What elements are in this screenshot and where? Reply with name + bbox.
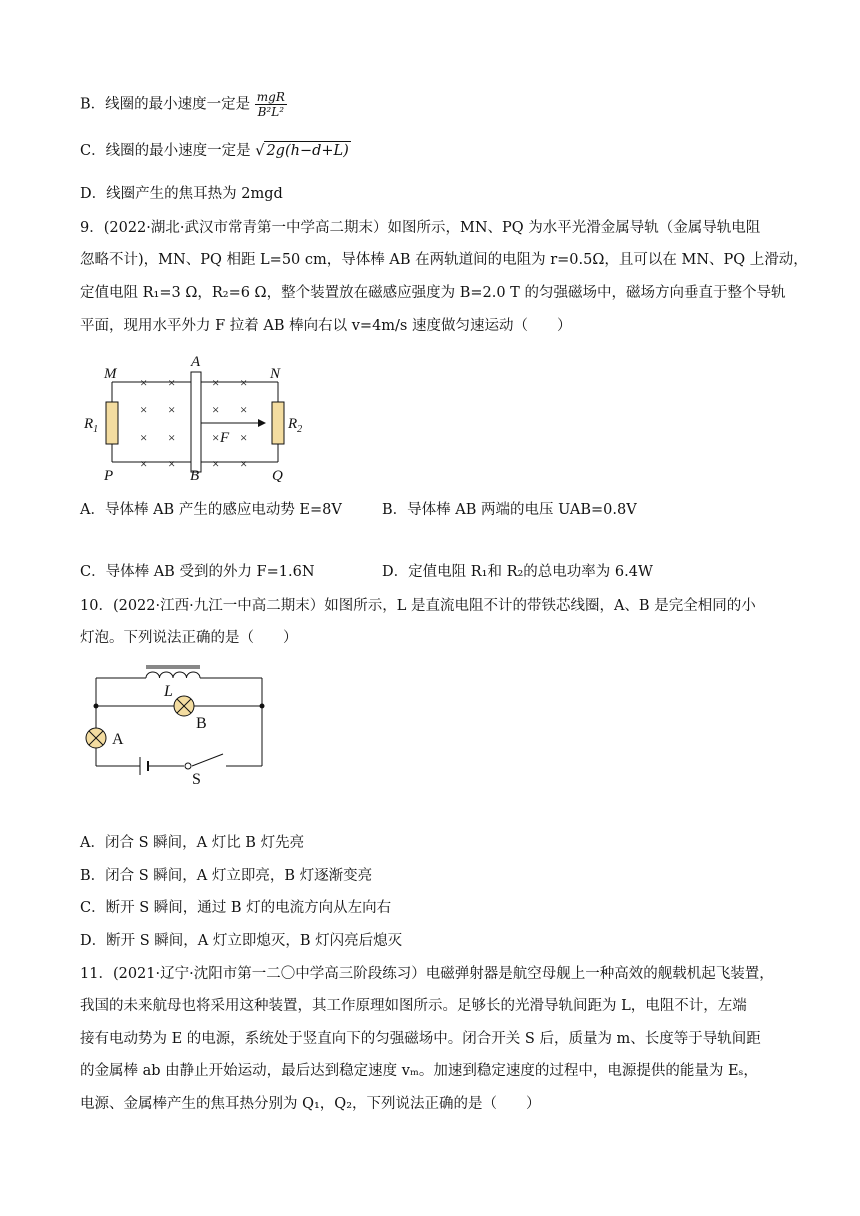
q9-stem-line2: 忽略不计)，MN、PQ 相距 L=50 cm，导体棒 AB 在两轨道间的电阻为 r=0.5Ω，且可以在 MN、PQ 上滑动， (80, 252, 808, 268)
inductor-coil (146, 672, 200, 678)
cross-mark: × (212, 402, 220, 417)
q8-option-c-radicand: 2g(h−d+L) (266, 143, 349, 159)
cross-mark: × (212, 375, 220, 390)
q11-stem-line2: 我国的未来航母也将采用这种装置，其工作原理如图所示。足够长的光滑导轨间距为 L，电阻不计，左端 (80, 998, 747, 1014)
q10-option-a: A．闭合 S 瞬间，A 灯比 B 灯先亮 (80, 835, 305, 851)
q10-option-c: C．断开 S 瞬间，通过 B 灯的电流方向从左向右 (80, 900, 392, 916)
label-r2-subscript: 2 (297, 424, 303, 435)
q11-stem-line5: 电源、金属棒产生的焦耳热分别为 Q₁，Q₂，下列说法正确的是（ ） (80, 1096, 541, 1112)
cross-mark: × (140, 402, 148, 417)
cross-mark: × (140, 375, 148, 390)
label-q: Q (272, 468, 283, 482)
lamp-b (174, 696, 194, 716)
q8-option-c-sqrt: √ 2g(h−d+L) (255, 143, 349, 159)
label-r1 (83, 416, 98, 435)
label-r2-main: R (288, 416, 298, 432)
conductor-rod-ab (191, 372, 201, 472)
q9-option-c: C．导体棒 AB 受到的外力 F=1.6N (80, 564, 315, 580)
q8-option-c (80, 141, 351, 161)
q11-stem-line4: 的金属棒 ab 由静止开始运动，最后达到稳定速度 vₘ。加速到稳定速度的过程中，电源提供的能量为 Eₛ， (80, 1063, 758, 1079)
q9-option-b: B．导体棒 AB 两端的电压 UAB=0.8V (382, 502, 637, 518)
cross-mark: × (140, 456, 148, 471)
cross-mark: × (240, 456, 248, 471)
q9-stem-line4: 平面，现用水平外力 F 拉着 AB 棒向右以 v=4m/s 速度做匀速运动（ ） (80, 318, 572, 334)
q9-stem-line1: 9．(2022·湖北·武汉市常青第一中学高二期末）如图所示，MN、PQ 为水平光滑金属导轨（金属导轨电阻 (80, 220, 761, 236)
q11-stem-line3: 接有电动势为 E 的电源，系统处于竖直向下的匀强磁场中。闭合开关 S 后，质量为 m、长度等于导轨间距 (80, 1031, 761, 1047)
cross-mark: × (168, 430, 176, 445)
force-arrowhead (258, 419, 266, 427)
q10-stem-line2: 灯泡。下列说法正确的是（ ） (80, 630, 298, 646)
cross-mark: × (168, 375, 176, 390)
label-s: S (192, 771, 201, 786)
label-p: P (104, 468, 114, 482)
label-a: A (191, 354, 201, 370)
cross-mark: × (240, 375, 248, 390)
resistor-r2 (272, 402, 284, 444)
label-a: A (112, 731, 124, 748)
cross-mark: × (212, 456, 220, 471)
q9-option-a: A．导体棒 AB 产生的感应电动势 E=8V (80, 502, 342, 518)
label-m: M (104, 366, 117, 382)
q8-option-b-text: B．线圈的最小速度一定是 (80, 96, 251, 113)
label-r1-main: R (84, 416, 94, 432)
q8-option-d: D．线圈产生的焦耳热为 2mgd (80, 186, 283, 202)
cross-mark: × (240, 402, 248, 417)
q8-option-b-fraction (255, 90, 287, 119)
cross-mark: × (168, 402, 176, 417)
q8-option-b (80, 90, 287, 119)
cross-mark: × (168, 456, 176, 471)
q10-circuit-figure (80, 656, 280, 786)
label-n: N (270, 366, 281, 382)
label-b: B (196, 715, 207, 732)
junction-dot (260, 704, 265, 709)
q8-option-c-text: C．线圈的最小速度一定是 (80, 143, 251, 159)
label-l: L (164, 683, 173, 700)
switch-contact (185, 763, 191, 769)
lamp-a (86, 728, 106, 748)
label-b: B (190, 468, 200, 482)
cross-mark: × (212, 430, 220, 445)
q8-option-b-denominator: B²L² (257, 105, 285, 119)
q10-option-d: D．断开 S 瞬间，A 灯立即熄灭，B 灯闪亮后熄灭 (80, 933, 403, 949)
q10-stem-line1: 10．(2022·江西·九江一中高二期末）如图所示，L 是直流电阻不计的带铁芯线圈，A、B 是完全相同的小 (80, 598, 756, 614)
cross-mark: × (240, 430, 248, 445)
label-r1-subscript: 1 (93, 424, 99, 435)
q10-option-b: B．闭合 S 瞬间，A 灯立即亮，B 灯逐渐变亮 (80, 868, 373, 884)
q11-stem-line1: 11．(2021·辽宁·沈阳市第一二〇中学高三阶段练习）电磁弹射器是航空母舰上一种高效的舰载机起飞装置， (80, 966, 774, 982)
q9-rail-figure (80, 352, 310, 482)
resistor-r1 (106, 402, 118, 444)
q8-option-b-numerator: mgR (256, 90, 285, 104)
label-r2 (287, 416, 302, 435)
junction-dot (94, 704, 99, 709)
q9-stem-line3: 定值电阻 R₁=3 Ω，R₂=6 Ω，整个装置放在磁感应强度为 B=2.0 T 的匀强磁场中，磁场方向垂直于整个导轨 (80, 285, 786, 301)
cross-mark: × (140, 430, 148, 445)
q9-option-d: D．定值电阻 R₁和 R₂的总电功率为 6.4W (382, 564, 653, 580)
label-f: F (220, 430, 230, 446)
